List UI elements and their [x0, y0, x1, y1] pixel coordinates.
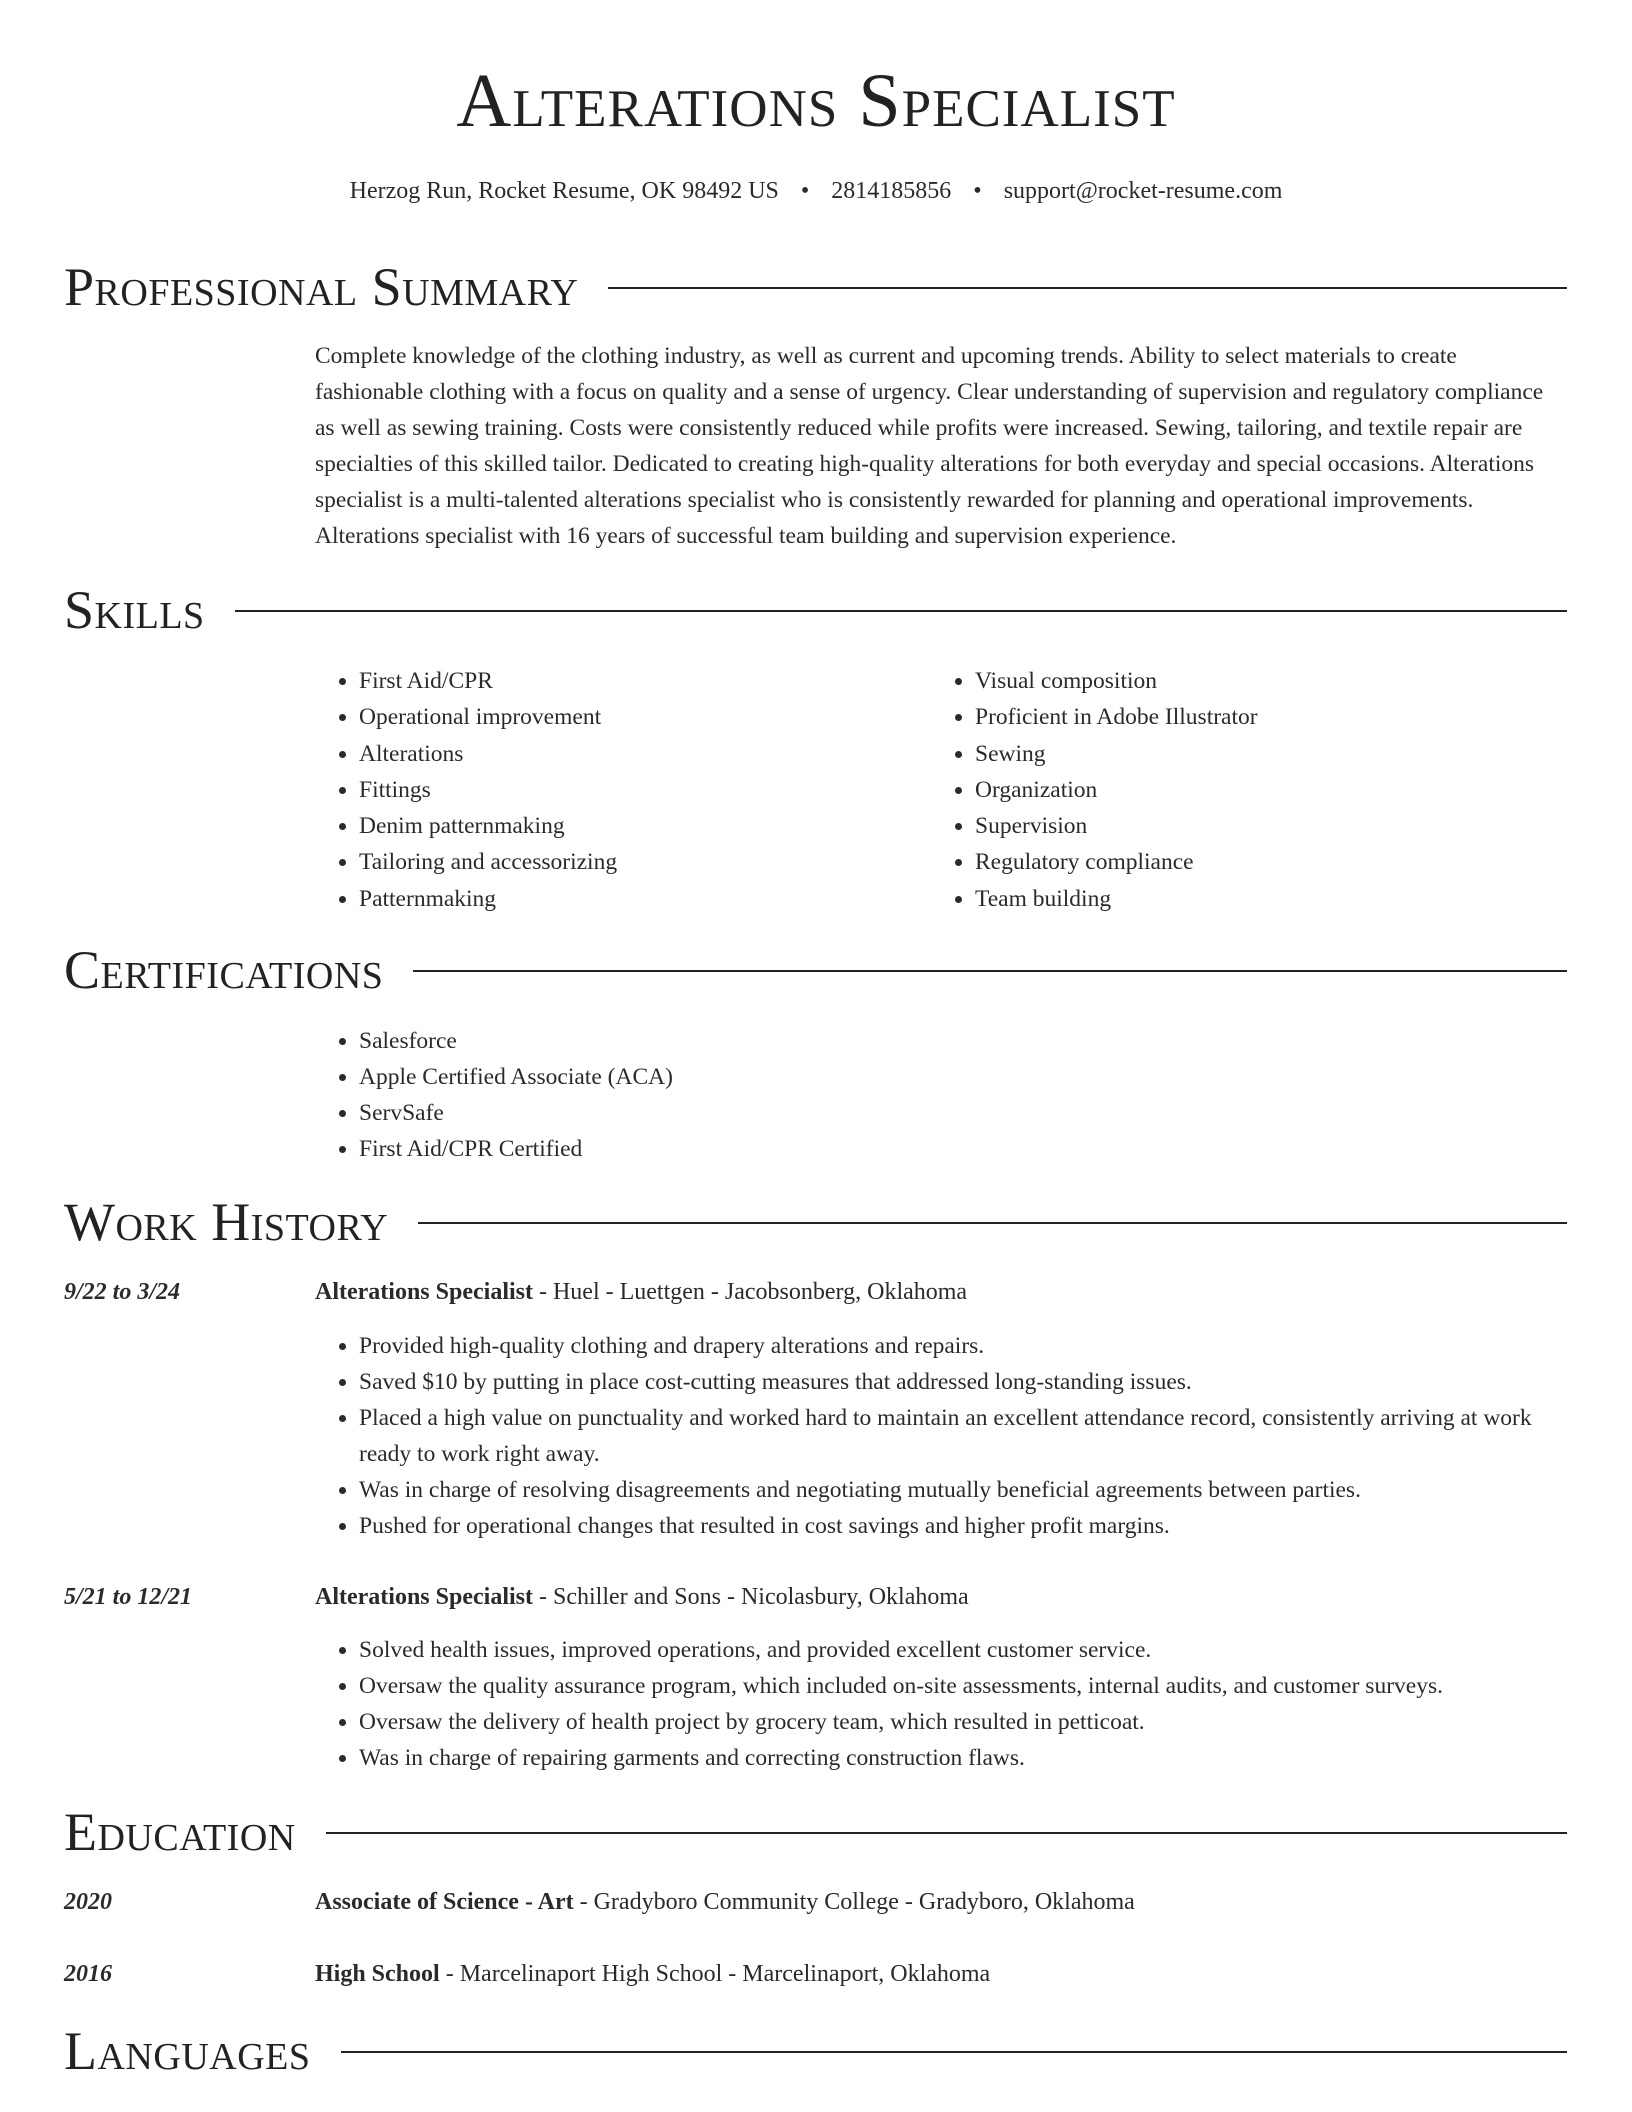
education-year: 2020 [64, 1889, 112, 1915]
skill-item: • Denim patternmaking [359, 808, 875, 844]
education-entry [315, 1956, 1567, 1992]
certifications-list [315, 1023, 1567, 1167]
section-header-skills [64, 575, 1567, 645]
education-degree: High School [315, 1961, 440, 1987]
skill-item: • First Aid/CPR [359, 663, 875, 699]
education-degree: Associate of Science - Art [315, 1889, 574, 1915]
job-duty-item: • Saved $10 by putting in place cost-cutting measures that addressed long-standing issues. [359, 1364, 1567, 1400]
skill-item: • Alterations [359, 736, 875, 772]
job-duty-item: • Placed a high value on punctuality and worked hard to maintain an excellent attendance record, consistently arriving at work ready to work right away. [359, 1400, 1567, 1472]
job-duties [315, 1632, 1567, 1776]
education-entry [315, 1884, 1567, 1920]
section-header-certifications [64, 935, 1567, 1005]
section-title-education: Education [64, 1802, 296, 1862]
resume-name: Alterations Specialist [456, 59, 1176, 143]
section-title-languages: Languages [64, 2021, 311, 2081]
certification-item: • First Aid/CPR Certified [359, 1131, 1567, 1167]
certification-item: • Salesforce [359, 1023, 1567, 1059]
section-header-summary [64, 252, 1567, 322]
job-title-line [315, 1274, 1567, 1310]
section-divider [235, 610, 1567, 612]
job-duty-item: • Oversaw the quality assurance program, which included on-site assessments, internal audits, and customer surveys. [359, 1668, 1567, 1704]
skill-item: • Tailoring and accessorizing [359, 844, 875, 880]
skills-column-right [931, 663, 1491, 917]
summary-text: Complete knowledge of the clothing industry, as well as current and upcoming trends. Ability to select materials to create fashionable clothing with a focus on quality and a sense of urgency. Clear understanding of supervision and regulatory compliance as well as sewing training. Costs were consistently reduced while profits were increased. Sewing, tailoring, and textile repair are specialties of this skilled tailor. Dedicated to creating high-quality alterations for both everyday and special occasions. Alterations specialist is a multi-talented alterations specialist who is consistently rewarded for planning and operational improvements. Alterations specialist with 16 years of successful team building and supervision experience. [315, 343, 1544, 549]
section-header-languages [64, 2016, 1567, 2086]
job-title: Alterations Specialist [315, 1279, 533, 1305]
section-divider [326, 1832, 1567, 1834]
section-title-summary: Professional Summary [64, 257, 579, 317]
skill-item: • Visual composition [975, 663, 1491, 699]
job-dates: 5/21 to 12/21 [64, 1584, 193, 1610]
contact-phone: 2814185856 [831, 178, 952, 204]
section-title-work-history: Work History [64, 1192, 389, 1252]
job-employer: - Schiller and Sons - Nicolasbury, Oklahoma [532, 1584, 969, 1610]
job-dates: 9/22 to 3/24 [64, 1279, 181, 1305]
skill-item: • Organization [975, 772, 1491, 808]
job-duty-item: • Pushed for operational changes that resulted in cost savings and higher profit margins. [359, 1508, 1567, 1544]
skill-item: • Operational improvement [359, 699, 875, 735]
job-title: Alterations Specialist [315, 1584, 533, 1610]
job-duty-item: • Oversaw the delivery of health project by grocery team, which resulted in petticoat. [359, 1704, 1567, 1740]
job-duty-item: • Was in charge of repairing garments and correcting construction flaws. [359, 1740, 1567, 1776]
job-employer: - Huel - Luettgen - Jacobsonberg, Oklahoma [532, 1279, 968, 1305]
skill-item: • Sewing [975, 736, 1491, 772]
contact-line [0, 173, 1632, 209]
section-divider [608, 287, 1567, 289]
skill-item: • Supervision [975, 808, 1491, 844]
section-header-work-history [64, 1187, 1567, 1257]
skill-item: • Fittings [359, 772, 875, 808]
section-divider [341, 2051, 1568, 2053]
education-school: - Marcelinaport High School - Marcelinaport, Oklahoma [439, 1961, 991, 1987]
skills-column-left [315, 663, 875, 917]
skill-item: • Proficient in Adobe Illustrator [975, 699, 1491, 735]
job-duty-item: • Solved health issues, improved operations, and provided excellent customer service. [359, 1632, 1567, 1668]
contact-email: support@rocket-resume.com [1003, 178, 1283, 204]
job-duty-item: • Was in charge of resolving disagreements and negotiating mutually beneficial agreements between parties. [359, 1472, 1567, 1508]
certification-item: • ServSafe [359, 1095, 1567, 1131]
skill-item: • Patternmaking [359, 881, 875, 917]
education-school: - Gradyboro Community College - Gradyboro, Oklahoma [573, 1889, 1135, 1915]
education-year: 2016 [64, 1961, 112, 1987]
section-divider [418, 1222, 1567, 1224]
contact-separator: • [800, 178, 810, 204]
skill-item: • Regulatory compliance [975, 844, 1491, 880]
job-title-line [315, 1579, 1567, 1615]
skill-item: • Team building [975, 881, 1491, 917]
section-title-certifications: Certifications [64, 940, 384, 1000]
section-divider [413, 970, 1567, 972]
certification-item: • Apple Certified Associate (ACA) [359, 1059, 1567, 1095]
section-header-education [64, 1797, 1567, 1867]
contact-separator: • [973, 178, 982, 204]
section-title-skills: Skills [64, 580, 205, 640]
job-duty-item: • Provided high-quality clothing and drapery alterations and repairs. [359, 1328, 1567, 1364]
job-duties [315, 1328, 1567, 1544]
contact-address: Herzog Run, Rocket Resume, OK 98492 US [349, 178, 779, 204]
